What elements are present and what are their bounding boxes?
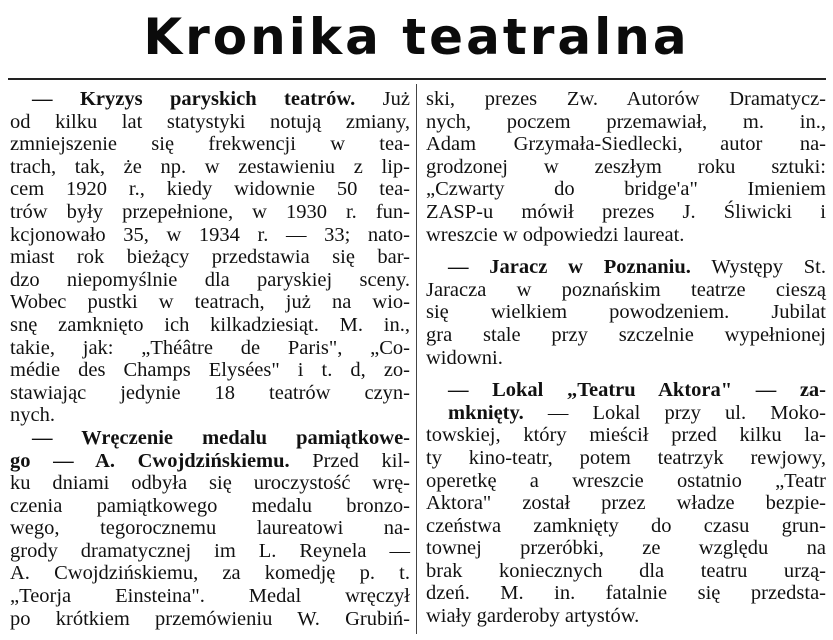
article-heading: go — A. Cwojdzińskiemu. bbox=[10, 449, 290, 472]
text-line: dzo niepomyślnie dla paryskiej sceny. bbox=[10, 268, 410, 291]
right-column bbox=[426, 88, 826, 628]
article-heading: — Jaracz w Poznaniu. bbox=[448, 256, 691, 279]
article-heading: mknięty. bbox=[448, 401, 524, 424]
article-heading: — Kryzys paryskich teatrów. bbox=[32, 88, 356, 110]
text-line bbox=[426, 256, 826, 279]
article-lead-text: — Lokal przy ul. Moko- bbox=[523, 401, 826, 424]
text-line: od kilku lat statystyki notują zmiany, bbox=[10, 110, 410, 133]
text-line: kcjonowało 35, w 1934 r. — 33; nato- bbox=[10, 223, 410, 246]
text-line: Wobec pustki w teatrach, już na wio- bbox=[10, 291, 410, 314]
text-line: „Czwarty do bridge'a" Imieniem bbox=[426, 178, 826, 201]
text-line: grodzonej w zeszłym roku sztuki: bbox=[426, 155, 826, 178]
text-line: ski, prezes Zw. Autorów Dramatycz- bbox=[426, 88, 826, 110]
page-title: Kronika teatralna bbox=[143, 8, 690, 66]
paragraph-gap bbox=[426, 246, 826, 256]
text-line: wiały garderoby artystów. bbox=[426, 605, 640, 628]
text-line: wego, tegorocznemu laureatowi na- bbox=[10, 517, 410, 540]
column-divider bbox=[416, 84, 417, 634]
text-line: widowni. bbox=[426, 346, 503, 369]
text-line: gra stale przy szczelnie wypełnionej bbox=[426, 323, 826, 346]
text-line: dzeń. M. in. fatalnie się przedsta- bbox=[426, 582, 826, 605]
text-line: Adam Grzymała-Siedlecki, autor na- bbox=[426, 133, 826, 156]
text-line: A. Cwojdzińskiemu, za komedję p. t. bbox=[10, 562, 410, 585]
text-line: towskiej, który mieścił przed kilku la- bbox=[426, 424, 826, 447]
text-line: townej przeróbki, ze względu na bbox=[426, 537, 826, 560]
article-heading: — Lokal „Teatru Aktora" — za- bbox=[448, 379, 826, 402]
text-line bbox=[426, 379, 826, 402]
text-line: „Teorja Einsteina". Medal wręczył bbox=[10, 585, 410, 608]
text-line: się wielkiem powodzeniem. Jubilat bbox=[426, 301, 826, 324]
text-line: médie des Champs Elysées" i t. d, zo- bbox=[10, 359, 410, 382]
paragraph-gap bbox=[426, 369, 826, 379]
text-line bbox=[10, 88, 410, 111]
text-line: Aktora" został przez władze bezpie- bbox=[426, 492, 826, 515]
text-line: nych. bbox=[10, 404, 55, 427]
text-line: takie, jak: „Théâtre de Paris", „Co- bbox=[10, 336, 410, 359]
text-line bbox=[426, 402, 826, 425]
text-line: snę zamknięto ich kilkadziesiąt. M. in., bbox=[10, 313, 410, 336]
text-line: stawiając jedynie 18 teatrów czyn- bbox=[10, 381, 410, 404]
text-line: nych, poczem przemawiał, m. in., bbox=[426, 110, 826, 133]
text-line: ty kino-teatr, potem teatrzyk rewjowy, bbox=[426, 446, 826, 469]
text-line: wreszcie w odpowiedzi laureat. bbox=[426, 223, 685, 246]
text-line: po krótkiem przemówieniu W. Grubiń- bbox=[10, 607, 410, 630]
text-line: cem 1920 r., kiedy widownie 50 tea- bbox=[10, 178, 410, 201]
text-line: ZASP-u mówił prezes J. Śliwicki i bbox=[426, 200, 826, 223]
article-lead-text: Występy St. bbox=[690, 256, 826, 279]
left-column bbox=[10, 88, 410, 630]
article-lead-text: Już bbox=[355, 88, 410, 110]
text-line: czenia pamiątkowego medalu bronzo- bbox=[10, 494, 410, 517]
text-line: miast rok bieżący przedstawia się bar- bbox=[10, 246, 410, 269]
text-line bbox=[10, 427, 410, 450]
text-line: trów były przepełnione, w 1930 r. fun- bbox=[10, 200, 410, 223]
article-lead-text: Przed kil- bbox=[289, 449, 410, 472]
text-line: ku dniami odbyła się uroczystość wrę- bbox=[10, 472, 410, 495]
text-line bbox=[10, 450, 410, 473]
text-line: operetkę a wreszcie ostatnio „Teatr bbox=[426, 469, 826, 492]
text-line: czeństwa zamknięty do czasu grun- bbox=[426, 514, 826, 537]
article-heading: — Wręczenie medalu pamiątkowe- bbox=[32, 426, 410, 449]
text-line: trach, tak, że np. w zestawieniu z lip- bbox=[10, 155, 410, 178]
text-line: grody dramatycznej im L. Reynela — bbox=[10, 539, 410, 562]
header-rule bbox=[8, 78, 826, 80]
text-line: Jaracza w poznańskim teatrze cieszą bbox=[426, 278, 826, 301]
text-line: zmniejszenie się frekwencji w tea- bbox=[10, 133, 410, 156]
text-line: brak koniecznych dla teatru urzą- bbox=[426, 559, 826, 582]
